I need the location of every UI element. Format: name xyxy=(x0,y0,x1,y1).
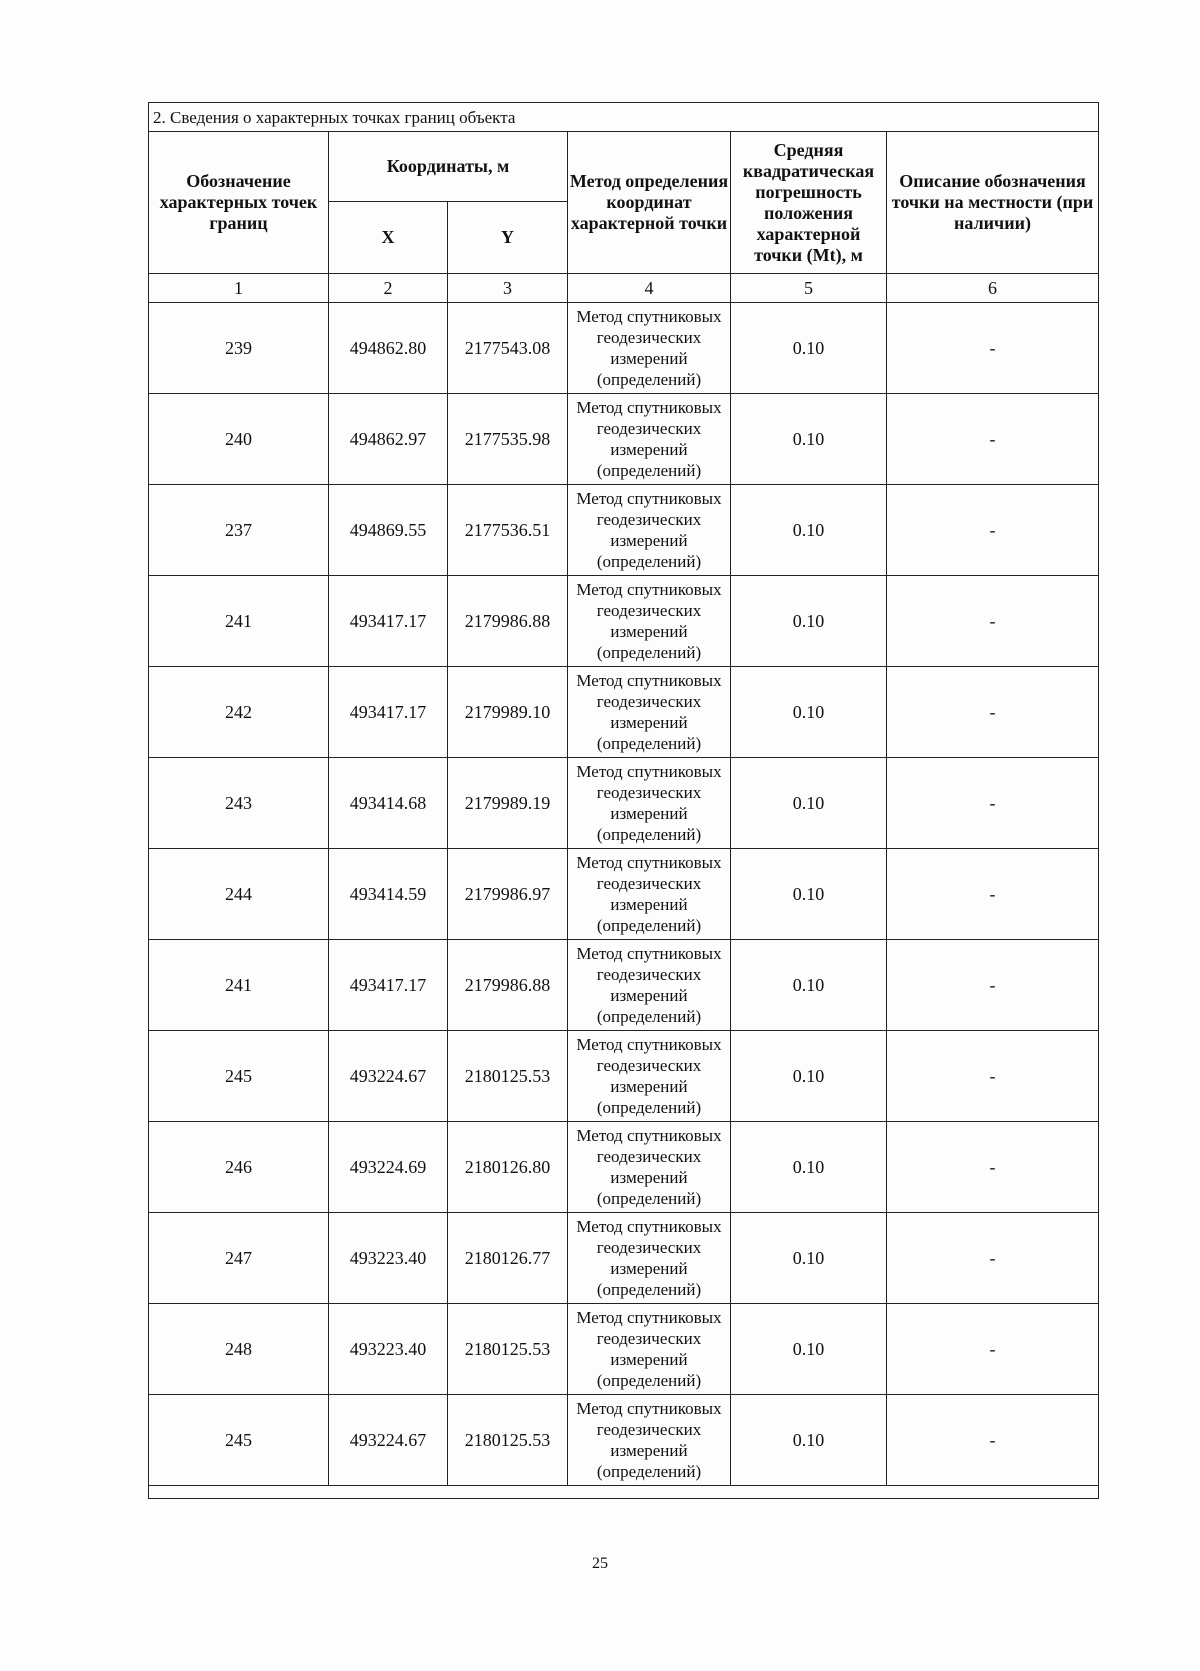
method-line: измерений xyxy=(610,1259,688,1278)
table-row xyxy=(149,1122,1099,1213)
method-cell xyxy=(568,394,731,485)
method-line: измерений xyxy=(610,804,688,823)
description-cell: - xyxy=(887,303,1099,394)
table-row xyxy=(149,303,1099,394)
method-line: Метод спутниковых xyxy=(576,1308,722,1327)
method-line: Метод спутниковых xyxy=(576,489,722,508)
method-cell xyxy=(568,1395,731,1486)
column-numbers-row xyxy=(149,274,1099,303)
method-line: Метод спутниковых xyxy=(576,762,722,781)
x-coordinate-cell: 493223.40 xyxy=(329,1213,448,1304)
y-coordinate-cell: 2179989.10 xyxy=(448,667,568,758)
method-cell xyxy=(568,849,731,940)
boundary-points-table xyxy=(148,102,1099,1499)
method-cell xyxy=(568,303,731,394)
mean-square-error-cell: 0.10 xyxy=(731,394,887,485)
table-row xyxy=(149,394,1099,485)
description-cell: - xyxy=(887,1031,1099,1122)
y-coordinate-cell: 2179986.88 xyxy=(448,576,568,667)
method-line: Метод спутниковых xyxy=(576,671,722,690)
y-coordinate-cell: 2177535.98 xyxy=(448,394,568,485)
method-line: измерений xyxy=(610,531,688,550)
x-coordinate-cell: 493223.40 xyxy=(329,1304,448,1395)
mean-square-error-cell: 0.10 xyxy=(731,485,887,576)
y-coordinate-cell: 2177543.08 xyxy=(448,303,568,394)
method-line: Метод спутниковых xyxy=(576,1035,722,1054)
method-line: Метод спутниковых xyxy=(576,1217,722,1236)
description-cell: - xyxy=(887,940,1099,1031)
y-coordinate-cell: 2180125.53 xyxy=(448,1031,568,1122)
mean-square-error-cell: 0.10 xyxy=(731,1395,887,1486)
column-number: 1 xyxy=(149,274,329,303)
method-line: измерений xyxy=(610,622,688,641)
method-cell xyxy=(568,1304,731,1395)
method-line: (определений) xyxy=(596,1189,702,1208)
method-line: (определений) xyxy=(596,1098,702,1117)
table-row xyxy=(149,485,1099,576)
description-cell: - xyxy=(887,849,1099,940)
method-line: геодезических xyxy=(596,783,702,802)
method-line: Метод спутниковых xyxy=(576,853,722,872)
method-line: геодезических xyxy=(596,1420,702,1439)
description-cell: - xyxy=(887,394,1099,485)
x-coordinate-cell: 493417.17 xyxy=(329,576,448,667)
x-coordinate-cell: 493414.59 xyxy=(329,849,448,940)
column-number: 4 xyxy=(568,274,731,303)
method-cell xyxy=(568,667,731,758)
method-cell xyxy=(568,1213,731,1304)
method-line: измерений xyxy=(610,349,688,368)
mean-square-error-cell: 0.10 xyxy=(731,758,887,849)
method-line: Метод спутниковых xyxy=(576,1126,722,1145)
x-coordinate-cell: 494869.55 xyxy=(329,485,448,576)
method-line: Метод спутниковых xyxy=(576,944,722,963)
column-number: 6 xyxy=(887,274,1099,303)
method-line: (определений) xyxy=(596,734,702,753)
description-cell: - xyxy=(887,1395,1099,1486)
method-line: геодезических xyxy=(596,1329,702,1348)
table-row xyxy=(149,1395,1099,1486)
x-coordinate-cell: 494862.80 xyxy=(329,303,448,394)
column-number: 5 xyxy=(731,274,887,303)
point-designation-cell: 247 xyxy=(149,1213,329,1304)
y-coordinate-cell: 2180125.53 xyxy=(448,1304,568,1395)
method-line: Метод спутниковых xyxy=(576,1399,722,1418)
method-line: измерений xyxy=(610,440,688,459)
method-cell xyxy=(568,485,731,576)
description-cell: - xyxy=(887,758,1099,849)
point-designation-cell: 241 xyxy=(149,940,329,1031)
point-designation-cell: 243 xyxy=(149,758,329,849)
method-line: (определений) xyxy=(596,1371,702,1390)
method-line: Метод спутниковых xyxy=(576,398,722,417)
table-row xyxy=(149,1304,1099,1395)
method-line: (определений) xyxy=(596,370,702,389)
point-designation-cell: 242 xyxy=(149,667,329,758)
point-designation-cell: 245 xyxy=(149,1031,329,1122)
mean-square-error-cell: 0.10 xyxy=(731,849,887,940)
x-coordinate-cell: 493414.68 xyxy=(329,758,448,849)
method-line: геодезических xyxy=(596,692,702,711)
header-y: Y xyxy=(448,202,568,274)
method-line: измерений xyxy=(610,986,688,1005)
method-line: Метод спутниковых xyxy=(576,580,722,599)
header-method: Метод определения координат характерной точки xyxy=(568,132,731,274)
mean-square-error-cell: 0.10 xyxy=(731,667,887,758)
method-line: измерений xyxy=(610,1168,688,1187)
method-line: измерений xyxy=(610,713,688,732)
point-designation-cell: 237 xyxy=(149,485,329,576)
method-cell xyxy=(568,1031,731,1122)
column-number: 2 xyxy=(329,274,448,303)
method-line: измерений xyxy=(610,895,688,914)
y-coordinate-cell: 2179986.97 xyxy=(448,849,568,940)
method-line: (определений) xyxy=(596,825,702,844)
x-coordinate-cell: 493224.69 xyxy=(329,1122,448,1213)
description-cell: - xyxy=(887,667,1099,758)
method-line: (определений) xyxy=(596,1007,702,1026)
table-row xyxy=(149,758,1099,849)
y-coordinate-cell: 2179989.19 xyxy=(448,758,568,849)
method-line: (определений) xyxy=(596,1280,702,1299)
method-line: Метод спутниковых xyxy=(576,307,722,326)
header-mean-square-error: Средняя квадратическая погрешность положения характерной точки (Mt), м xyxy=(731,132,887,274)
method-line: геодезических xyxy=(596,419,702,438)
method-cell xyxy=(568,940,731,1031)
section-title: 2. Сведения о характерных точках границ объекта xyxy=(149,103,1099,132)
mean-square-error-cell: 0.10 xyxy=(731,940,887,1031)
method-line: геодезических xyxy=(596,510,702,529)
table-row xyxy=(149,849,1099,940)
table-row xyxy=(149,1213,1099,1304)
description-cell: - xyxy=(887,576,1099,667)
header-x: X xyxy=(329,202,448,274)
mean-square-error-cell: 0.10 xyxy=(731,1213,887,1304)
x-coordinate-cell: 493417.17 xyxy=(329,667,448,758)
x-coordinate-cell: 493224.67 xyxy=(329,1395,448,1486)
x-coordinate-cell: 494862.97 xyxy=(329,394,448,485)
method-line: геодезических xyxy=(596,874,702,893)
method-line: измерений xyxy=(610,1077,688,1096)
header-description: Описание обозначения точки на местности (при наличии) xyxy=(887,132,1099,274)
table-body xyxy=(149,303,1099,1486)
table-footer-row xyxy=(149,1486,1099,1499)
table-row xyxy=(149,576,1099,667)
table-row xyxy=(149,940,1099,1031)
table-row xyxy=(149,667,1099,758)
method-line: геодезических xyxy=(596,1147,702,1166)
table-row xyxy=(149,1031,1099,1122)
method-line: (определений) xyxy=(596,1462,702,1481)
method-line: (определений) xyxy=(596,552,702,571)
header-point-designation: Обозначение характерных точек границ xyxy=(149,132,329,274)
point-designation-cell: 244 xyxy=(149,849,329,940)
x-coordinate-cell: 493224.67 xyxy=(329,1031,448,1122)
method-cell xyxy=(568,758,731,849)
method-cell xyxy=(568,1122,731,1213)
mean-square-error-cell: 0.10 xyxy=(731,1304,887,1395)
description-cell: - xyxy=(887,1304,1099,1395)
point-designation-cell: 239 xyxy=(149,303,329,394)
y-coordinate-cell: 2179986.88 xyxy=(448,940,568,1031)
method-line: геодезических xyxy=(596,1238,702,1257)
point-designation-cell: 245 xyxy=(149,1395,329,1486)
mean-square-error-cell: 0.10 xyxy=(731,576,887,667)
method-line: измерений xyxy=(610,1441,688,1460)
description-cell: - xyxy=(887,1213,1099,1304)
method-line: геодезических xyxy=(596,1056,702,1075)
point-designation-cell: 240 xyxy=(149,394,329,485)
y-coordinate-cell: 2180126.77 xyxy=(448,1213,568,1304)
point-designation-cell: 246 xyxy=(149,1122,329,1213)
x-coordinate-cell: 493417.17 xyxy=(329,940,448,1031)
y-coordinate-cell: 2177536.51 xyxy=(448,485,568,576)
mean-square-error-cell: 0.10 xyxy=(731,303,887,394)
method-line: геодезических xyxy=(596,965,702,984)
mean-square-error-cell: 0.10 xyxy=(731,1122,887,1213)
y-coordinate-cell: 2180125.53 xyxy=(448,1395,568,1486)
column-number: 3 xyxy=(448,274,568,303)
y-coordinate-cell: 2180126.80 xyxy=(448,1122,568,1213)
method-cell xyxy=(568,576,731,667)
mean-square-error-cell: 0.10 xyxy=(731,1031,887,1122)
header-coordinates: Координаты, м xyxy=(329,132,568,202)
page-number: 25 xyxy=(592,1555,608,1572)
method-line: (определений) xyxy=(596,916,702,935)
point-designation-cell: 241 xyxy=(149,576,329,667)
method-line: (определений) xyxy=(596,643,702,662)
method-line: геодезических xyxy=(596,601,702,620)
method-line: (определений) xyxy=(596,461,702,480)
description-cell: - xyxy=(887,1122,1099,1213)
empty-cell xyxy=(149,1486,1099,1499)
point-designation-cell: 248 xyxy=(149,1304,329,1395)
description-cell: - xyxy=(887,485,1099,576)
method-line: измерений xyxy=(610,1350,688,1369)
method-line: геодезических xyxy=(596,328,702,347)
